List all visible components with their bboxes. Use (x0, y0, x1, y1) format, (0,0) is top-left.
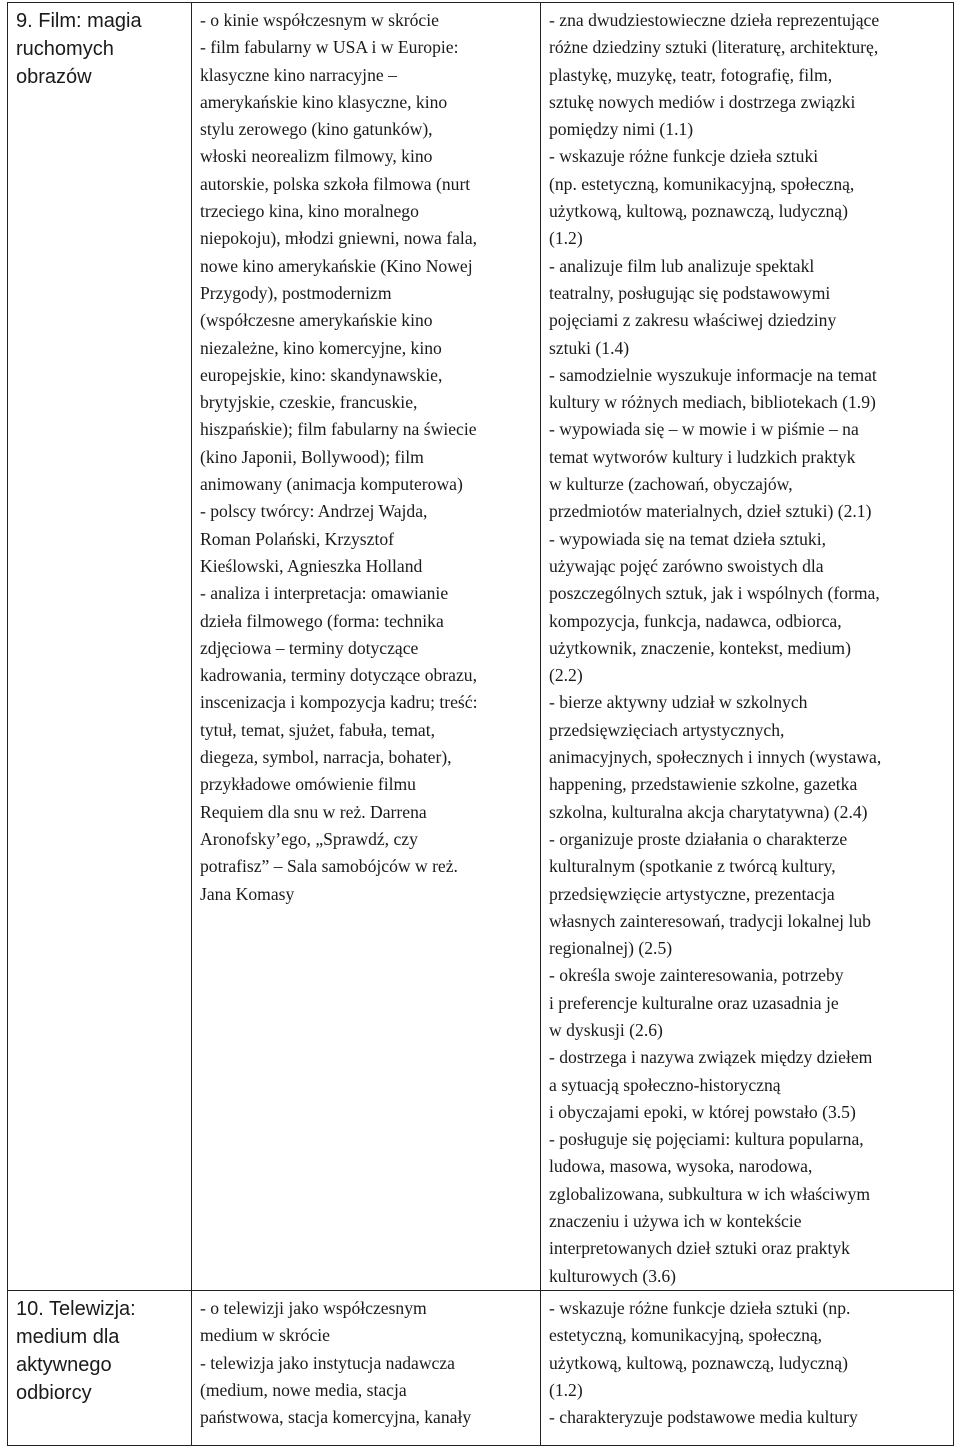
text-line: - film fabularny w USA i w Europie: (200, 37, 459, 58)
text-line: zdjęciowa – terminy dotyczące (200, 637, 419, 658)
text-line: hiszpańskie); film fabularny na świecie (200, 419, 477, 440)
text-line: estetyczną, komunikacyjną, społeczną, (549, 1325, 823, 1346)
text-line: autorskie, polska szkoła filmowa (nurt (200, 173, 471, 194)
text-line: obrazów (16, 66, 92, 88)
text-line: ludowa, masowa, wysoka, narodowa, (549, 1156, 813, 1177)
text-line: kadrowania, terminy dotyczące obrazu, (200, 665, 477, 686)
text-line: zglobalizowana, subkultura w ich właściwym (549, 1183, 871, 1204)
text-line: użytkownik, znaczenie, kontekst, medium) (549, 637, 851, 658)
text-line: (medium, nowe media, stacja (200, 1379, 407, 1400)
text-line: (współczesne amerykańskie kino (200, 310, 433, 331)
text-line: stylu zerowego (kino gatunków), (200, 119, 433, 140)
text-line: znaczeniu i używa ich w kontekście (549, 1211, 802, 1232)
text-line: używając pojęć zarówno swoistych dla (549, 555, 824, 576)
text-line: regionalnej) (2.5) (549, 938, 673, 959)
text-line: interpretowanych dzieł sztuki oraz praktyk (549, 1238, 850, 1259)
text-line: kulturalnym (spotkanie z twórcą kultury, (549, 856, 836, 877)
text-line: - telewizja jako instytucja nadawcza (200, 1352, 455, 1373)
text-line: niezależne, kino komercyjne, kino (200, 337, 442, 358)
text-line: dzieła filmowego (forma: technika (200, 610, 444, 631)
text-line: 9. Film: magia (16, 10, 142, 32)
text-line: (2.2) (549, 665, 583, 686)
text-line: - posługuje się pojęciami: kultura popularna, (549, 1129, 864, 1150)
text-line: kompozycja, funkcja, nadawca, odbiorca, (549, 610, 842, 631)
outcomes-cell (541, 1290, 954, 1445)
text-line: - organizuje proste działania o charakterze (549, 828, 848, 849)
text-line: klasyczne kino narracyjne – (200, 64, 397, 85)
text-line: niepokoju), młodzi gniewni, nowa fala, (200, 228, 478, 249)
topic-cell (8, 1290, 192, 1445)
text-line: Aronofsky’ego, „Sprawdź, czy (200, 828, 418, 849)
text-line: własnych zainteresowań, tradycji lokalnej lub (549, 910, 871, 931)
text-line: trzeciego kina, kino moralnego (200, 201, 419, 222)
content-cell (192, 3, 541, 1291)
text-line: pojęciami z zakresu właściwej dziedziny (549, 310, 837, 331)
text-line: amerykańskie kino klasyczne, kino (200, 91, 448, 112)
text-line: inscenizacja i kompozycja kadru; treść: (200, 692, 478, 713)
text-line: - wypowiada się – w mowie i w piśmie – na (549, 419, 859, 440)
text-line: - zna dwudziestowieczne dzieła reprezentujące (549, 10, 880, 30)
text-line: potrafisz” – Sala samobójców w reż. (200, 856, 458, 877)
text-line: Jana Komasy (200, 883, 295, 904)
content-text (200, 7, 532, 908)
text-line: szkolna, kulturalna akcja charytatywna) (2.4) (549, 801, 868, 822)
text-line: diegeza, symbol, narracja, bohater), (200, 747, 452, 768)
curriculum-table (7, 2, 954, 1446)
outcomes-text (549, 1295, 945, 1431)
text-line: aktywnego (16, 1353, 112, 1376)
content-text (200, 1295, 532, 1431)
text-line: a sytuacją społeczno-historyczną (549, 1074, 781, 1095)
text-line: sztukę nowych mediów i dostrzega związki (549, 91, 856, 112)
text-line: - o telewizji jako współczesnym (200, 1297, 427, 1318)
text-line: brytyjskie, czeskie, francuskie, (200, 392, 418, 413)
text-line: i preferencje kulturalne oraz uzasadnia je (549, 992, 839, 1013)
text-line: Requiem dla snu w reż. Darrena (200, 801, 427, 822)
text-line: kulturowych (3.6) (549, 1265, 677, 1286)
text-line: - analiza i interpretacja: omawianie (200, 583, 449, 604)
text-line: użytkową, kultową, poznawczą, ludyczną) (549, 1352, 848, 1373)
text-line: i obyczajami epoki, w której powstało (3.5) (549, 1101, 856, 1122)
text-line: nowe kino amerykańskie (Kino Nowej (200, 255, 473, 276)
text-line: ruchomych (16, 38, 114, 60)
text-line: przykładowe omówienie filmu (200, 774, 416, 795)
text-line: poszczególnych sztuk, jak i wspólnych (forma, (549, 583, 880, 604)
topic-title (16, 7, 183, 91)
text-line: europejskie, kino: skandynawskie, (200, 364, 443, 385)
table-row (8, 3, 954, 1291)
text-line: - określa swoje zainteresowania, potrzeby (549, 965, 844, 986)
text-line: przedsięwzięcie artystyczne, prezentacja (549, 883, 835, 904)
text-line: - polscy twórcy: Andrzej Wajda, (200, 501, 428, 522)
text-line: - samodzielnie wyszukuje informacje na temat (549, 364, 877, 385)
text-line: - analizuje film lub analizuje spektakl (549, 255, 815, 276)
content-cell (192, 1290, 541, 1445)
text-line: (np. estetyczną, komunikacyjną, społeczną, (549, 173, 855, 194)
text-line: teatralny, posługując się podstawowymi (549, 282, 831, 303)
text-line: 10. Telewizja: (16, 1297, 136, 1320)
text-line: pomiędzy nimi (1.1) (549, 119, 694, 140)
text-line: - charakteryzuje podstawowe media kultury (549, 1407, 858, 1428)
text-line: państwowa, stacja komercyjna, kanały (200, 1407, 472, 1428)
text-line: - wskazuje różne funkcje dzieła sztuki (np. (549, 1297, 851, 1318)
text-line: Przygody), postmodernizm (200, 282, 392, 303)
topic-title (16, 1295, 183, 1407)
text-line: - wypowiada się na temat dzieła sztuki, (549, 528, 827, 549)
table-row (8, 1290, 954, 1445)
text-line: medium dla (16, 1325, 120, 1348)
topic-cell (8, 3, 192, 1291)
text-line: sztuki (1.4) (549, 337, 630, 358)
text-line: użytkową, kultową, poznawczą, ludyczną) (549, 201, 848, 222)
text-line: Kieślowski, Agnieszka Holland (200, 555, 423, 576)
text-line: - wskazuje różne funkcje dzieła sztuki (549, 146, 819, 167)
text-line: (kino Japonii, Bollywood); film (200, 446, 424, 467)
text-line: (1.2) (549, 228, 583, 249)
text-line: (1.2) (549, 1379, 583, 1400)
text-line: przedsięwzięciach artystycznych, (549, 719, 785, 740)
text-line: medium w skrócie (200, 1325, 330, 1346)
text-line: - bierze aktywny udział w szkolnych (549, 692, 808, 713)
text-line: w dyskusji (2.6) (549, 1019, 663, 1040)
outcomes-text (549, 7, 945, 1290)
text-line: w kulturze (zachowań, obyczajów, (549, 474, 793, 495)
text-line: przedmiotów materialnych, dzieł sztuki) (2.1) (549, 501, 872, 522)
text-line: temat wytworów kultury i ludzkich praktyk (549, 446, 856, 467)
text-line: - dostrzega i nazywa związek między dziełem (549, 1047, 873, 1068)
text-line: animacyjnych, społecznych i innych (wystawa, (549, 747, 882, 768)
text-line: Roman Polański, Krzysztof (200, 528, 394, 549)
text-line: plastykę, muzykę, teatr, fotografię, film, (549, 64, 833, 85)
text-line: różne dziedziny sztuki (literaturę, architekturę, (549, 37, 879, 58)
text-line: odbiorcy (16, 1381, 92, 1404)
text-line: animowany (animacja komputerowa) (200, 474, 463, 495)
text-line: happening, przedstawienie szkolne, gazetka (549, 774, 858, 795)
outcomes-cell (541, 3, 954, 1291)
text-line: włoski neorealizm filmowy, kino (200, 146, 433, 167)
text-line: - o kinie współczesnym w skrócie (200, 10, 439, 30)
text-line: tytuł, temat, sjużet, fabuła, temat, (200, 719, 435, 740)
text-line: kultury w różnych mediach, bibliotekach (1.9) (549, 392, 876, 413)
